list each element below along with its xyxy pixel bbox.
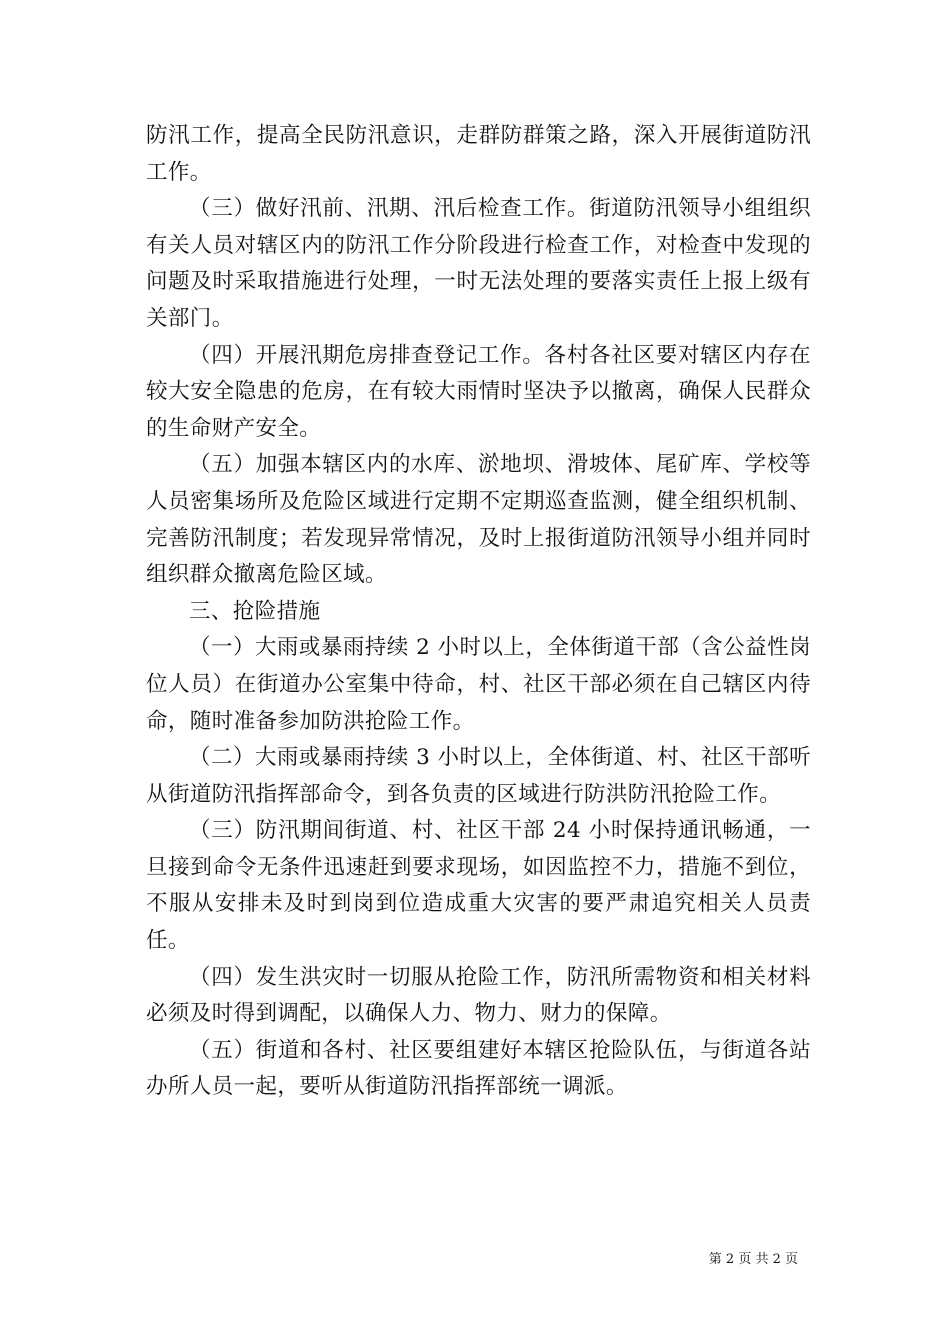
paragraph: （三）做好汛前、汛期、汛后检查工作。街道防汛领导小组组织有关人员对辖区内的防汛工作分阶段进行检查工作，对检查中发现的问题及时采取措施进行处理，一时无法处理的要落实责任上报上级有关部门。: [146, 196, 811, 331]
paragraph: （五）街道和各村、社区要组建好本辖区抢险队伍，与街道各站办所人员一起，要听从街道防汛指挥部统一调派。: [146, 1037, 811, 1100]
paragraph: （四）发生洪灾时一切服从抢险工作，防汛所需物资和相关材料必须及时得到调配，以确保人力、物力、财力的保障。: [146, 964, 811, 1027]
paragraph: （四）开展汛期危房排查登记工作。各村各社区要对辖区内存在较大安全隐患的危房，在有较大雨情时坚决予以撤离，确保人民群众的生命财产安全。: [146, 342, 811, 441]
paragraph: （二）大雨或暴雨持续 3 小时以上，全体街道、村、社区干部听从街道防汛指挥部命令，到各负责的区域进行防洪防汛抢险工作。: [146, 745, 811, 807]
paragraph: 防汛工作，提高全民防汛意识，走群防群策之路，深入开展街道防汛工作。: [146, 123, 811, 185]
document-body: [146, 118, 811, 1106]
paragraph: （五）加强本辖区内的水库、淤地坝、滑坡体、尾矿库、学校等人员密集场所及危险区域进行定期不定期巡查监测，健全组织机制、完善防汛制度；若发现异常情况，及时上报街道防汛领导小组并同时组织群众撤离危险区域。: [146, 452, 811, 588]
paragraph: （一）大雨或暴雨持续 2 小时以上，全体街道干部（含公益性岗位人员）在街道办公室集中待命，村、社区干部必须在自己辖区内待命，随时准备参加防洪抢险工作。: [146, 635, 811, 734]
paragraph: （三）防汛期间街道、村、社区干部 24 小时保持通讯畅通，一旦接到命令无条件迅速赶到要求现场，如因监控不力，措施不到位，不服从安排未及时到岗到位造成重大灾害的要严肃追究相关人员责任。: [146, 818, 811, 954]
section-heading: 三、抢险措施: [189, 598, 321, 624]
page-number: 第 2 页 共 2 页: [708, 1252, 798, 1267]
